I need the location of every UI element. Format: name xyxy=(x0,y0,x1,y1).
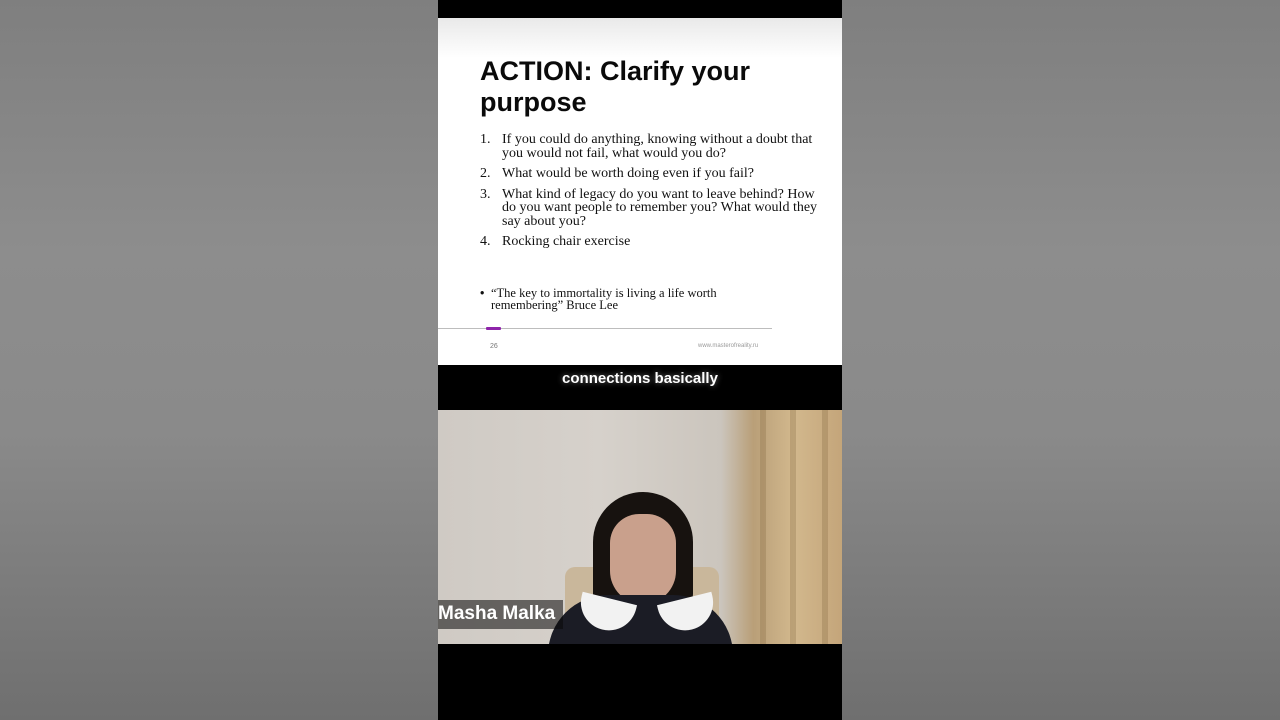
list-item-text: What would be worth doing even if you fail? xyxy=(502,166,754,181)
curtain xyxy=(790,410,796,644)
slide-page-number: 26 xyxy=(490,343,498,350)
video-frame[interactable] xyxy=(438,0,842,720)
quote-text: “The key to immortality is living a life worth remembering” Bruce Lee xyxy=(491,286,717,312)
list-item xyxy=(480,133,820,160)
list-item-number: 3. xyxy=(480,186,491,202)
quote xyxy=(480,287,780,311)
list-item xyxy=(480,167,820,181)
list-item-number: 2. xyxy=(480,166,491,181)
slide-title: ACTION: Clarify your purpose xyxy=(480,56,751,117)
speaker-face xyxy=(610,514,676,604)
list-item-text: If you could do anything, knowing without a doubt that you would not fail, what would you do? xyxy=(502,132,813,161)
subtitle-caption: connections basically xyxy=(562,370,718,387)
list-item-number: 1. xyxy=(480,132,491,147)
curtain xyxy=(822,410,828,644)
bullet-icon: • xyxy=(480,286,485,300)
list-item-text: What kind of legacy do you want to leave behind? How do you want people to remember you? What would they say about you? xyxy=(502,186,818,229)
background-right xyxy=(842,0,1280,720)
list-item-text: Rocking chair exercise xyxy=(502,234,631,249)
list-item xyxy=(480,188,820,229)
webcam-feed xyxy=(438,410,842,644)
list-item xyxy=(480,235,820,249)
slide-progress-indicator xyxy=(486,327,501,330)
question-list xyxy=(480,133,820,256)
presentation-slide xyxy=(438,18,842,365)
list-item-number: 4. xyxy=(480,234,491,249)
slide-website: www.masterofreality.ru xyxy=(698,343,759,349)
participant-name-label: Masha Malka xyxy=(438,600,563,629)
background-left xyxy=(0,0,438,720)
curtain xyxy=(760,410,766,644)
